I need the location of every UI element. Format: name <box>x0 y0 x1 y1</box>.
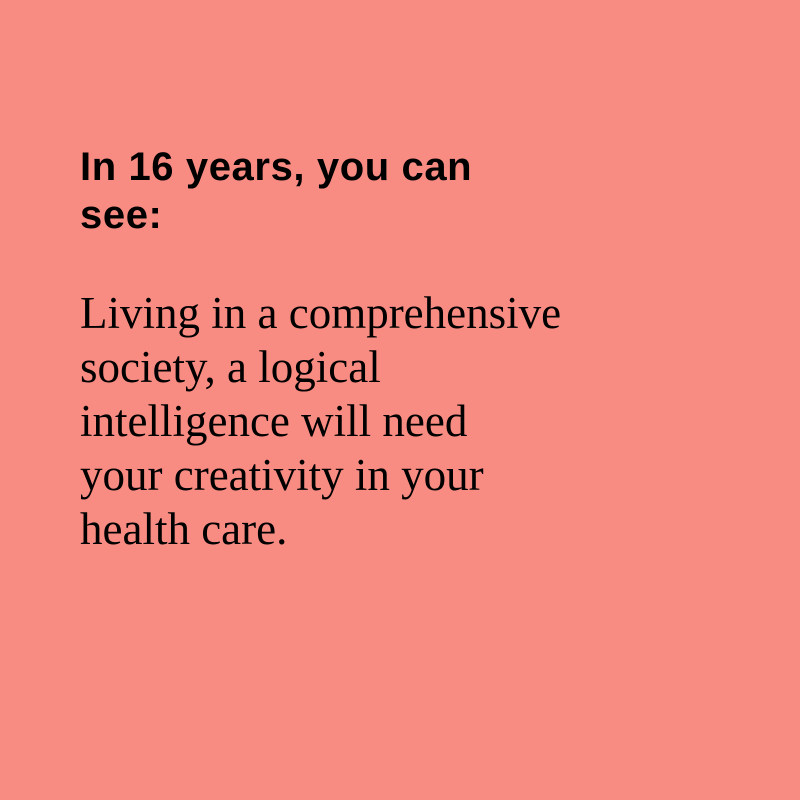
body-line: health care. <box>80 504 288 554</box>
body-line: your creativity in your <box>80 450 484 500</box>
heading-line: In 16 years, you can <box>80 145 473 189</box>
body-line: society, a logical <box>80 342 381 392</box>
body-line: intelligence will need <box>80 396 468 446</box>
body-text <box>80 286 720 556</box>
heading-line: see: <box>80 193 163 237</box>
body-line: Living in a comprehensive <box>80 288 562 338</box>
heading <box>80 143 640 239</box>
